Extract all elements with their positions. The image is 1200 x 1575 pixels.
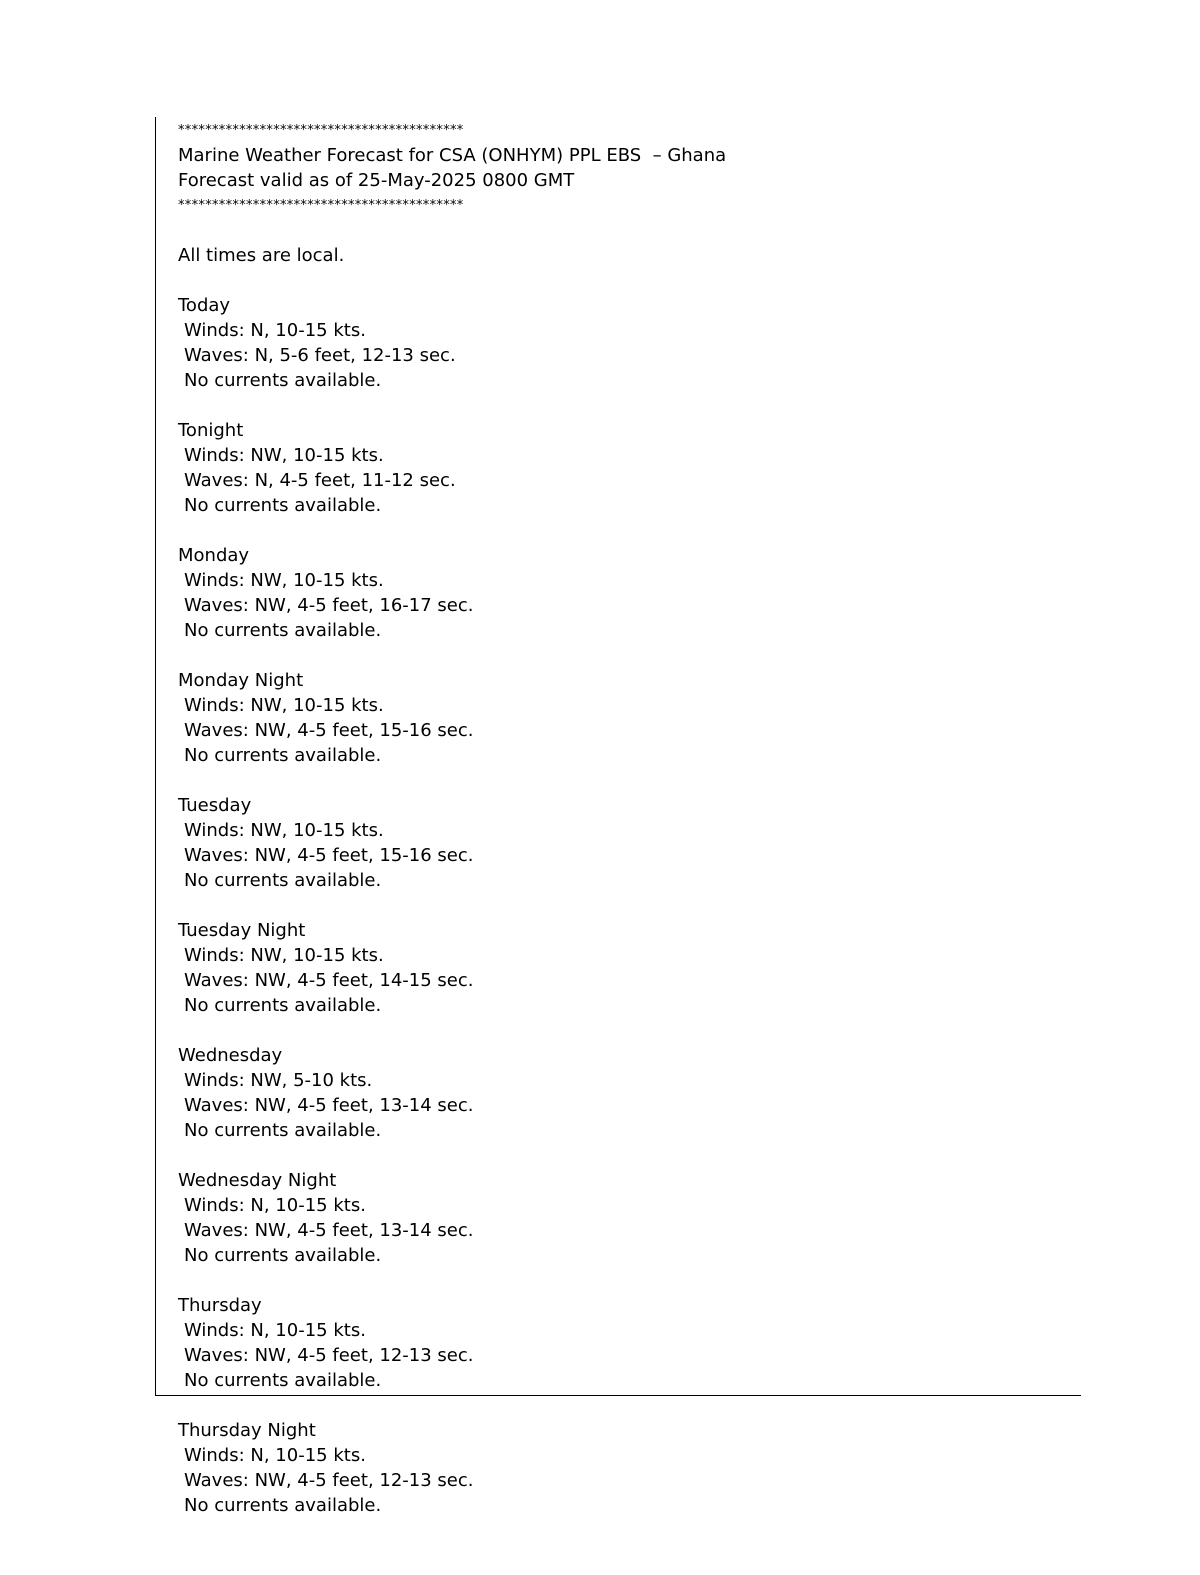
forecast-valid-time: Forecast valid as of 25-May-2025 0800 GMT — [178, 170, 575, 191]
period-currents: No currents available. — [184, 1495, 382, 1516]
period-winds: Winds: N, 10-15 kts. — [184, 1445, 366, 1466]
period-waves: Waves: NW, 4-5 feet, 15-16 sec. — [184, 720, 474, 741]
period-waves: Waves: N, 4-5 feet, 11-12 sec. — [184, 470, 456, 491]
period-name: Tuesday — [178, 795, 252, 816]
spacer — [178, 218, 1058, 243]
period-name: Wednesday Night — [178, 1170, 337, 1191]
spacer — [178, 893, 1058, 918]
period-name: Tuesday Night — [178, 920, 306, 941]
period-waves: Waves: NW, 4-5 feet, 12-13 sec. — [184, 1345, 474, 1366]
period-name: Thursday Night — [178, 1420, 316, 1441]
header-stars-bottom: ****************************************** — [178, 198, 464, 213]
period-winds: Winds: NW, 10-15 kts. — [184, 570, 384, 591]
forecast-period-tuesday-night — [178, 918, 1058, 1043]
period-waves: Waves: NW, 4-5 feet, 14-15 sec. — [184, 970, 474, 991]
spacer — [178, 1018, 1058, 1043]
period-name: Wednesday — [178, 1045, 283, 1066]
forecast-period-tonight — [178, 418, 1058, 543]
period-waves: Waves: NW, 4-5 feet, 13-14 sec. — [184, 1095, 474, 1116]
period-winds: Winds: N, 10-15 kts. — [184, 1195, 366, 1216]
period-currents: No currents available. — [184, 1120, 382, 1141]
header-stars-top: ****************************************** — [178, 123, 464, 138]
spacer — [178, 1268, 1058, 1293]
period-name: Monday Night — [178, 670, 304, 691]
period-winds: Winds: NW, 10-15 kts. — [184, 695, 384, 716]
period-currents: No currents available. — [184, 1370, 382, 1391]
spacer — [178, 1393, 1058, 1418]
period-winds: Winds: NW, 10-15 kts. — [184, 820, 384, 841]
period-winds: Winds: N, 10-15 kts. — [184, 320, 366, 341]
period-currents: No currents available. — [184, 870, 382, 891]
spacer — [178, 268, 1058, 293]
forecast-period-wednesday-night — [178, 1168, 1058, 1293]
period-waves: Waves: NW, 4-5 feet, 12-13 sec. — [184, 1470, 474, 1491]
forecast-period-tuesday — [178, 793, 1058, 918]
period-currents: No currents available. — [184, 495, 382, 516]
spacer — [178, 393, 1058, 418]
period-winds: Winds: N, 10-15 kts. — [184, 1320, 366, 1341]
forecast-period-monday — [178, 543, 1058, 668]
period-waves: Waves: NW, 4-5 feet, 13-14 sec. — [184, 1220, 474, 1241]
forecast-period-monday-night — [178, 668, 1058, 793]
forecast-title: Marine Weather Forecast for CSA (ONHYM) PPL EBS – Ghana — [178, 145, 727, 166]
period-currents: No currents available. — [184, 995, 382, 1016]
period-winds: Winds: NW, 10-15 kts. — [184, 945, 384, 966]
forecast-document — [178, 118, 1058, 1518]
period-currents: No currents available. — [184, 620, 382, 641]
spacer — [178, 1143, 1058, 1168]
spacer — [178, 518, 1058, 543]
table-left-border — [155, 117, 156, 1396]
forecast-period-today — [178, 293, 1058, 418]
forecast-period-thursday-night — [178, 1418, 1058, 1518]
period-winds: Winds: NW, 5-10 kts. — [184, 1070, 373, 1091]
times-note: All times are local. — [178, 245, 345, 266]
spacer — [178, 768, 1058, 793]
spacer — [178, 643, 1058, 668]
period-waves: Waves: NW, 4-5 feet, 16-17 sec. — [184, 595, 474, 616]
period-winds: Winds: NW, 10-15 kts. — [184, 445, 384, 466]
period-name: Tonight — [178, 420, 244, 441]
period-name: Today — [178, 295, 231, 316]
period-name: Thursday — [178, 1295, 262, 1316]
period-currents: No currents available. — [184, 745, 382, 766]
forecast-period-thursday — [178, 1293, 1058, 1418]
period-waves: Waves: NW, 4-5 feet, 15-16 sec. — [184, 845, 474, 866]
period-currents: No currents available. — [184, 1245, 382, 1266]
forecast-period-wednesday — [178, 1043, 1058, 1168]
period-name: Monday — [178, 545, 250, 566]
period-waves: Waves: N, 5-6 feet, 12-13 sec. — [184, 345, 456, 366]
period-currents: No currents available. — [184, 370, 382, 391]
